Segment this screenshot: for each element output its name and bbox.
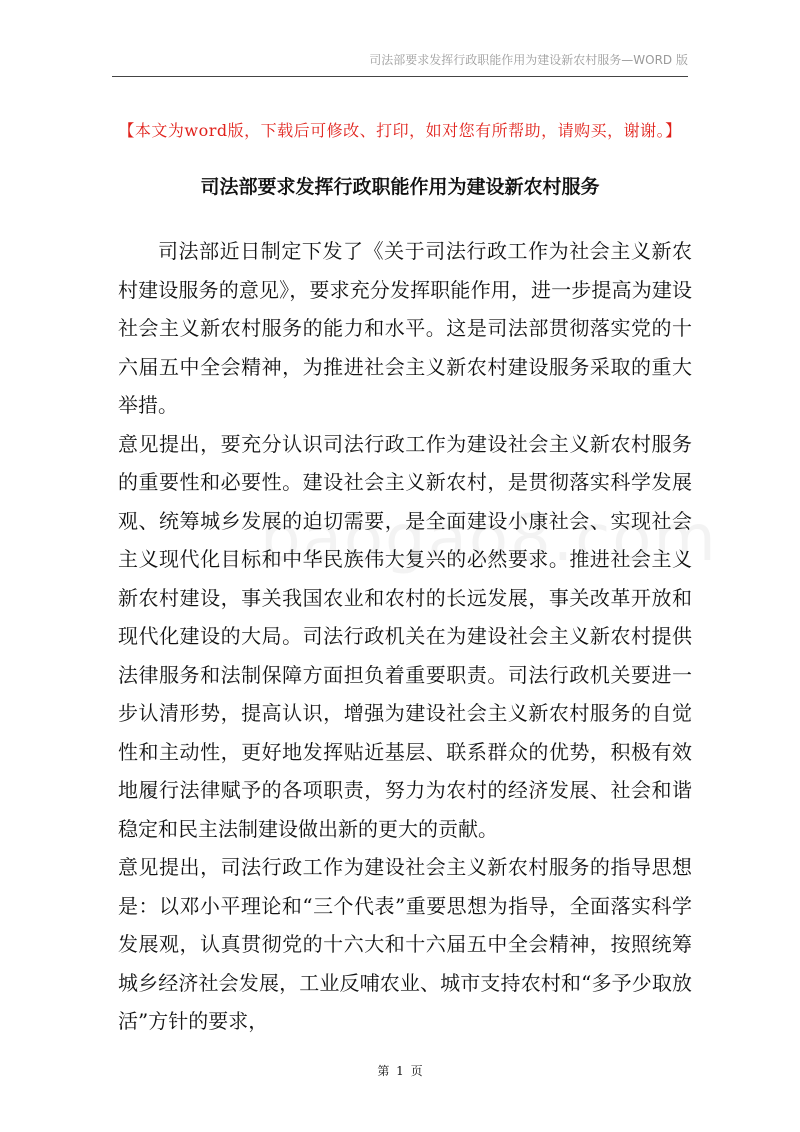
page-number: 第 1 页 (377, 1064, 423, 1078)
paragraph-3: 意见提出，司法行政工作为建设社会主义新农村服务的指导思想是：以邓小平理论和“三个代表”重要思想为指导，全面落实科学发展观，认真贯彻党的十六大和十六届五中全会精神，按照统筹城乡经济社会发展，工业反哺农业、城市支持农村和“多予少取放活”方针的要求， (118, 855, 692, 1033)
word-version-notice: 【本文为word版，下载后可修改、打印，如对您有所帮助，请购买，谢谢。】 (118, 121, 682, 140)
document-title: 司法部要求发挥行政职能作用为建设新农村服务 (200, 176, 600, 198)
paragraph-1: 司法部近日制定下发了《关于司法行政工作为社会主义新农村建设服务的意见》，要求充分发挥职能作用，进一步提高为建设社会主义新农村服务的能力和水平。这是司法部贯彻落实党的十六届五中全会精神，为推进社会主义新农村建设服务采取的重大举措。 (118, 239, 692, 417)
paragraph-2: 意见提出，要充分认识司法行政工作为建设社会主义新农村服务的重要性和必要性。建设社会主义新农村，是贯彻落实科学发展观、统筹城乡发展的迫切需要，是全面建设小康社会、实现社会主义现代化目标和中华民族伟大复兴的必然要求。推进社会主义新农村建设，事关我国农业和农村的长远发展，事关改革开放和现代化建设的大局。司法行政机关在为建设社会主义新农村提供法律服务和法制保障方面担负着重要职责。司法行政机关要进一步认清形势，提高认识，增强为建设社会主义新农村服务的自觉性和主动性，更好地发挥贴近基层、联系群众的优势，积极有效地履行法律赋予的各项职责，努力为农村的经济发展、社会和谐稳定和民主法制建设做出新的更大的贡献。 (118, 431, 692, 841)
running-header: 司法部要求发挥行政职能作用为建设新农村服务—WORD 版 (112, 50, 688, 77)
document-body (118, 232, 692, 1041)
